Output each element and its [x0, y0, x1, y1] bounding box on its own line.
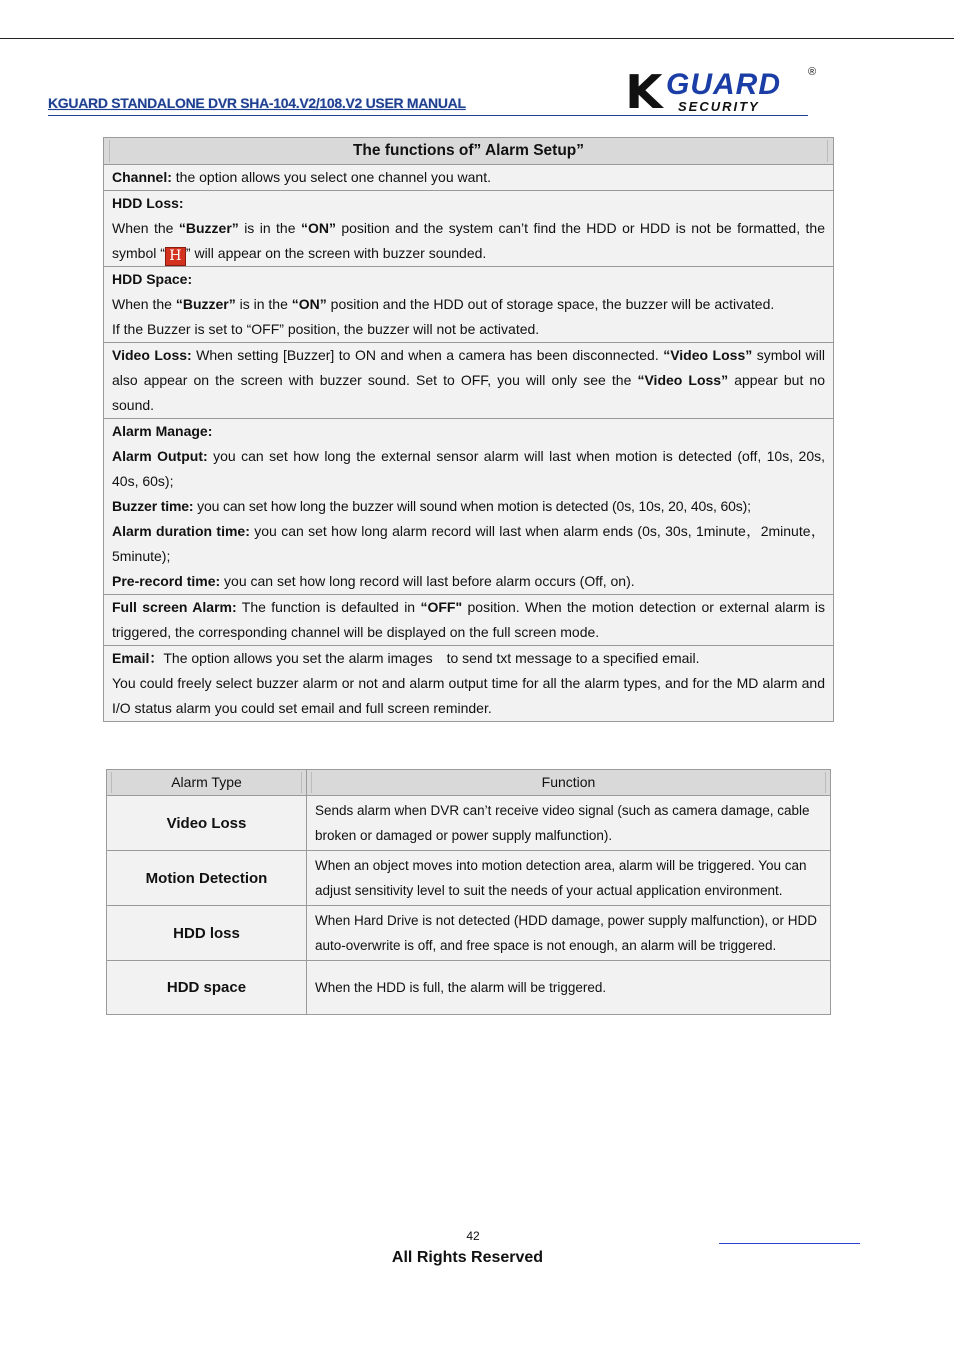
full-screen-alarm-row: Full screen Alarm: The function is defaulted in “OFF" position. When the motion detection or external alarm is triggered, the corresponding channel will be displayed on the full screen mode. [104, 595, 834, 646]
page-number: 42 [466, 1229, 480, 1243]
logo-k-letter: K [625, 65, 663, 119]
alarm-type-table [106, 769, 831, 1015]
alarm-type-cell: Video Loss [107, 796, 307, 851]
function-cell: When Hard Drive is not detected (HDD damage, power supply malfunction), or HDD auto-overwrite is off, and free space is not enough, an alarm will be triggered. [307, 906, 831, 961]
table-row [107, 796, 831, 851]
footer-link-underline [719, 1243, 860, 1244]
function-cell: Sends alarm when DVR can’t receive video signal (such as camera damage, cable broken or damaged or power supply malfunction). [307, 796, 831, 851]
alarm-type-header: Alarm Type [107, 770, 307, 796]
manual-title: KGUARD STANDALONE DVR SHA-104.V2/108.V2 USER MANUAL [48, 95, 466, 111]
alarm-setup-functions-table [103, 137, 834, 722]
table-row [107, 906, 831, 961]
hdd-alert-icon: H [165, 247, 186, 266]
hdd-space-row: HDD Space: When the “Buzzer” is in the “ON” position and the HDD out of storage space, the buzzer will be activated. If the Buzzer is set to “OFF” position, the buzzer will not be activated. [104, 267, 834, 343]
logo-guard-text: GUARD [666, 68, 781, 101]
alarm-type-cell: HDD space [107, 961, 307, 1015]
table-row [107, 961, 831, 1015]
kguard-logo [626, 66, 818, 118]
table-row [107, 851, 831, 906]
rights-reserved: All Rights Reserved [391, 1249, 544, 1266]
logo-security-text: SECURITY [678, 99, 760, 114]
top-rule [0, 38, 954, 39]
registered-mark: ® [808, 66, 817, 78]
functions-table-title: The functions of” Alarm Setup” [104, 138, 834, 165]
alarm-type-cell: HDD loss [107, 906, 307, 961]
alarm-manage-row: Alarm Manage: Alarm Output: you can set how long the external sensor alarm will last when motion is detected (off, 10s, 20s, 40s, 60s); Buzzer time: you can set how long the buzzer will sound when motion is detected (0s, 10s, 20, 40s, 60s); Alarm duration time: you can set how long alarm record will last when alarm ends (0s, 30s, 1minute，2minute，5minute); Pre-record time: you can set how long record will last before alarm occurs (Off, on). [104, 419, 834, 595]
function-cell: When the HDD is full, the alarm will be triggered. [307, 961, 831, 1015]
email-row: Email：The option allows you set the alarm images to send txt message to a specified email. You could freely select buzzer alarm or not and alarm output time for all the alarm types, and for the MD alarm and I/O status alarm you could set email and full screen reminder. [104, 646, 834, 722]
hdd-loss-row: HDD Loss: When the “Buzzer” is in the “ON” position and the system can’t find the HDD or HDD is not be formatted, the symbol “ H ” will appear on the screen with buzzer sounded. [104, 191, 834, 267]
function-cell: When an object moves into motion detection area, alarm will be triggered. You can adjust sensitivity level to suit the needs of your actual application environment. [307, 851, 831, 906]
channel-row: Channel: the option allows you select one channel you want. [104, 165, 834, 191]
video-loss-row: Video Loss: When setting [Buzzer] to ON and when a camera has been disconnected. “Video Loss” symbol will also appear on the screen with buzzer sound. Set to OFF, you will only see the “Video Loss” appear but no sound. [104, 343, 834, 419]
function-header: Function [307, 770, 831, 796]
alarm-type-cell: Motion Detection [107, 851, 307, 906]
